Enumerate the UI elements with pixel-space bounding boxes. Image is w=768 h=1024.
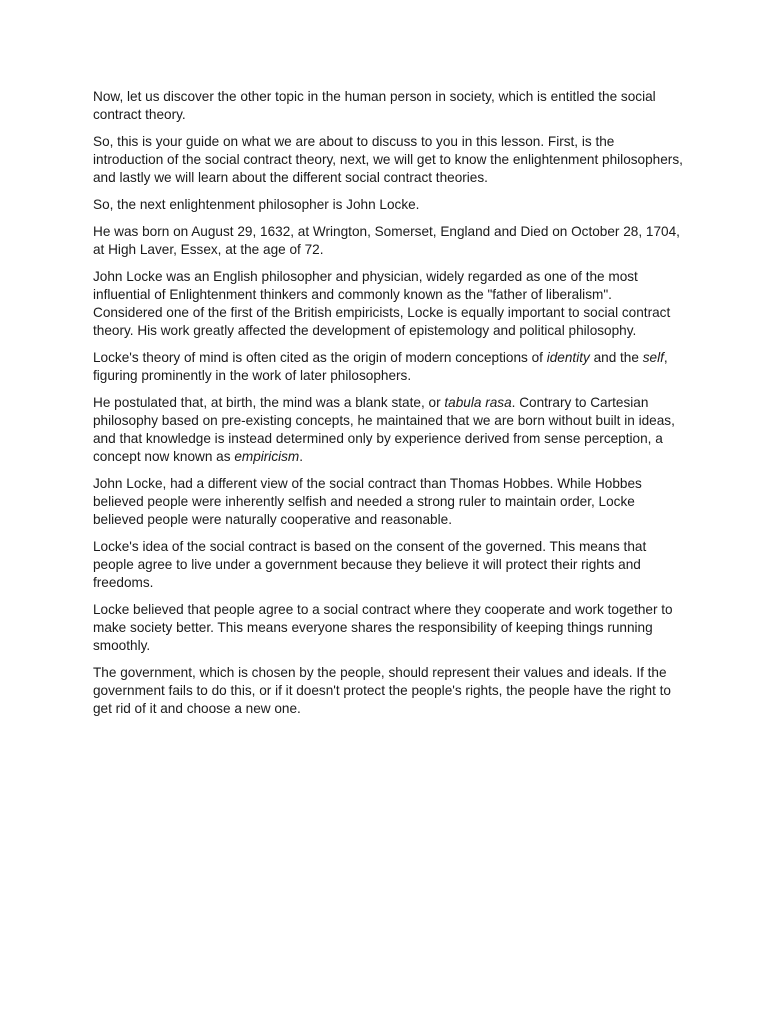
document-page bbox=[93, 88, 683, 727]
emphasis-identity: identity bbox=[546, 350, 590, 366]
emphasis-tabula-rasa: tabula rasa bbox=[444, 395, 512, 411]
paragraph-biography: John Locke was an English philosopher and physician, widely regarded as one of the most influential of Enlightenment thinkers and commonly known as the "father of liberalism". Considered one of the first of the British empiricists, Locke is equally important to social contract theory. His work greatly affected the development of epistemology and political philosophy. bbox=[93, 269, 671, 339]
paragraph-hobbes-comparison: John Locke, had a different view of the social contract than Thomas Hobbes. While Hobbes believed people were inherently selfish and needed a strong ruler to maintain order, Locke believed people were naturally cooperative and reasonable. bbox=[93, 476, 642, 528]
paragraph-theory-of-mind bbox=[93, 349, 683, 385]
emphasis-self: self bbox=[642, 350, 664, 366]
text-segment: and the bbox=[589, 350, 643, 366]
text-segment: . Contrary to Cartesian philosophy based on pre-existing concepts, he maintained that we are born without built in ideas, and that knowledge is instead determined only by experience derived from sense perception, a concept now known as bbox=[93, 395, 675, 465]
paragraph-birth-death: He was born on August 29, 1632, at Wrington, Somerset, England and Died on October 28, 1704, at High Laver, Essex, at the age of 72. bbox=[93, 224, 680, 258]
text-segment: He postulated that, at birth, the mind was a blank state, or bbox=[93, 395, 445, 411]
text-segment: , figuring prominently in the work of later philosophers. bbox=[93, 350, 668, 384]
paragraph-tabula-rasa bbox=[93, 394, 683, 466]
paragraph-cooperation: Locke believed that people agree to a social contract where they cooperate and work together to make society better. This means everyone shares the responsibility of keeping things running smoothly. bbox=[93, 602, 673, 654]
paragraph-intro: Now, let us discover the other topic in the human person in society, which is entitled the social contract theory. bbox=[93, 89, 656, 122]
text-segment: . bbox=[299, 449, 304, 465]
paragraph-lesson-guide: So, this is your guide on what we are about to discuss to you in this lesson. First, is the introduction of the social contract theory, next, we will get to know the enlightenment philosophers, and lastly we will learn about the different social contract theories. bbox=[93, 134, 683, 185]
text-segment: Locke's theory of mind is often cited as the origin of modern conceptions of bbox=[93, 350, 547, 366]
paragraph-consent: Locke's idea of the social contract is based on the consent of the governed. This means that people agree to live under a government because they believe it will protect their rights and freedoms. bbox=[93, 539, 647, 591]
paragraph-government: The government, which is chosen by the people, should represent their values and ideals. If the government fails to do this, or if it doesn't protect the people's rights, the people have the right to get rid of it and choose a new one. bbox=[93, 665, 671, 717]
emphasis-empiricism: empiricism bbox=[234, 449, 300, 465]
paragraph-next-philosopher: So, the next enlightenment philosopher is John Locke. bbox=[93, 197, 420, 213]
